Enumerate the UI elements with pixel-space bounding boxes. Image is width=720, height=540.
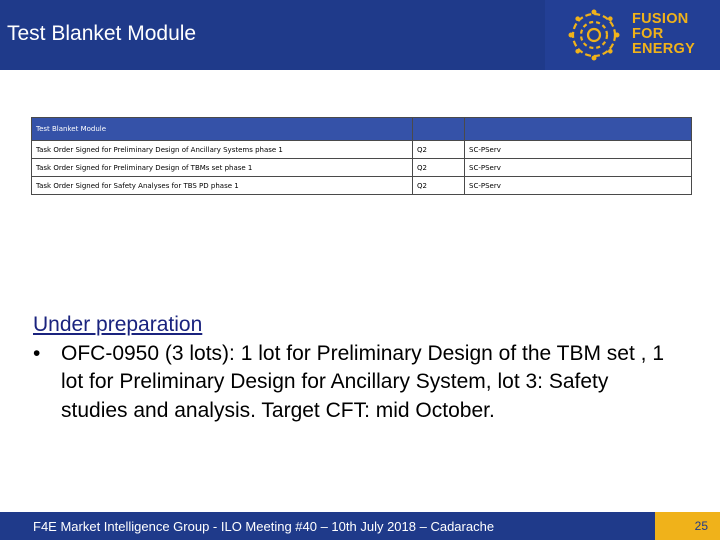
page-number-box xyxy=(655,512,720,540)
footer-bar xyxy=(0,512,720,540)
logo-line-for: FOR xyxy=(632,26,664,42)
procedure-cell: SC-PServ xyxy=(465,159,692,177)
procedure-cell: SC-PServ xyxy=(465,141,692,159)
task-order-table xyxy=(31,117,692,195)
table-header-cell xyxy=(465,118,692,141)
quarter-cell: Q2 xyxy=(413,159,465,177)
quarter-cell: Q2 xyxy=(413,141,465,159)
table-row xyxy=(32,159,692,177)
table-header-cell: Test Blanket Module xyxy=(32,118,413,141)
bullet-item xyxy=(33,340,673,426)
page-number: 25 xyxy=(694,519,708,533)
footer-text: F4E Market Intelligence Group - ILO Meeting #40 – 10th July 2018 – Cadarache xyxy=(33,519,495,534)
table-row xyxy=(32,177,692,195)
bullet-marker: • xyxy=(33,341,41,365)
task-cell: Task Order Signed for Preliminary Design of TBMs set phase 1 xyxy=(32,159,413,177)
table-header-cell xyxy=(413,118,465,141)
quarter-cell: Q2 xyxy=(413,177,465,195)
task-cell: Task Order Signed for Preliminary Design of Ancillary Systems phase 1 xyxy=(32,141,413,159)
logo xyxy=(545,0,720,70)
slide-title: Test Blanket Module xyxy=(7,22,197,45)
fusion-for-energy-logo-icon xyxy=(568,9,620,61)
title-bar xyxy=(0,0,720,70)
table-header-row xyxy=(32,118,692,141)
logo-line-energy: ENERGY xyxy=(632,41,696,57)
task-cell: Task Order Signed for Safety Analyses for TBS PD phase 1 xyxy=(32,177,413,195)
content-text xyxy=(33,311,673,425)
table-row xyxy=(32,141,692,159)
procedure-cell: SC-PServ xyxy=(465,177,692,195)
logo-line-fusion: FUSION xyxy=(632,11,689,27)
section-heading: Under preparation xyxy=(33,313,203,336)
logo-wordmark xyxy=(632,12,695,57)
bullet-text: OFC-0950 (3 lots): 1 lot for Preliminary Design of the TBM set , 1 lot for Preliminary Design for Ancillary System, lot 3: Safety studies and analysis. Target CFT: mid October. xyxy=(61,341,665,422)
